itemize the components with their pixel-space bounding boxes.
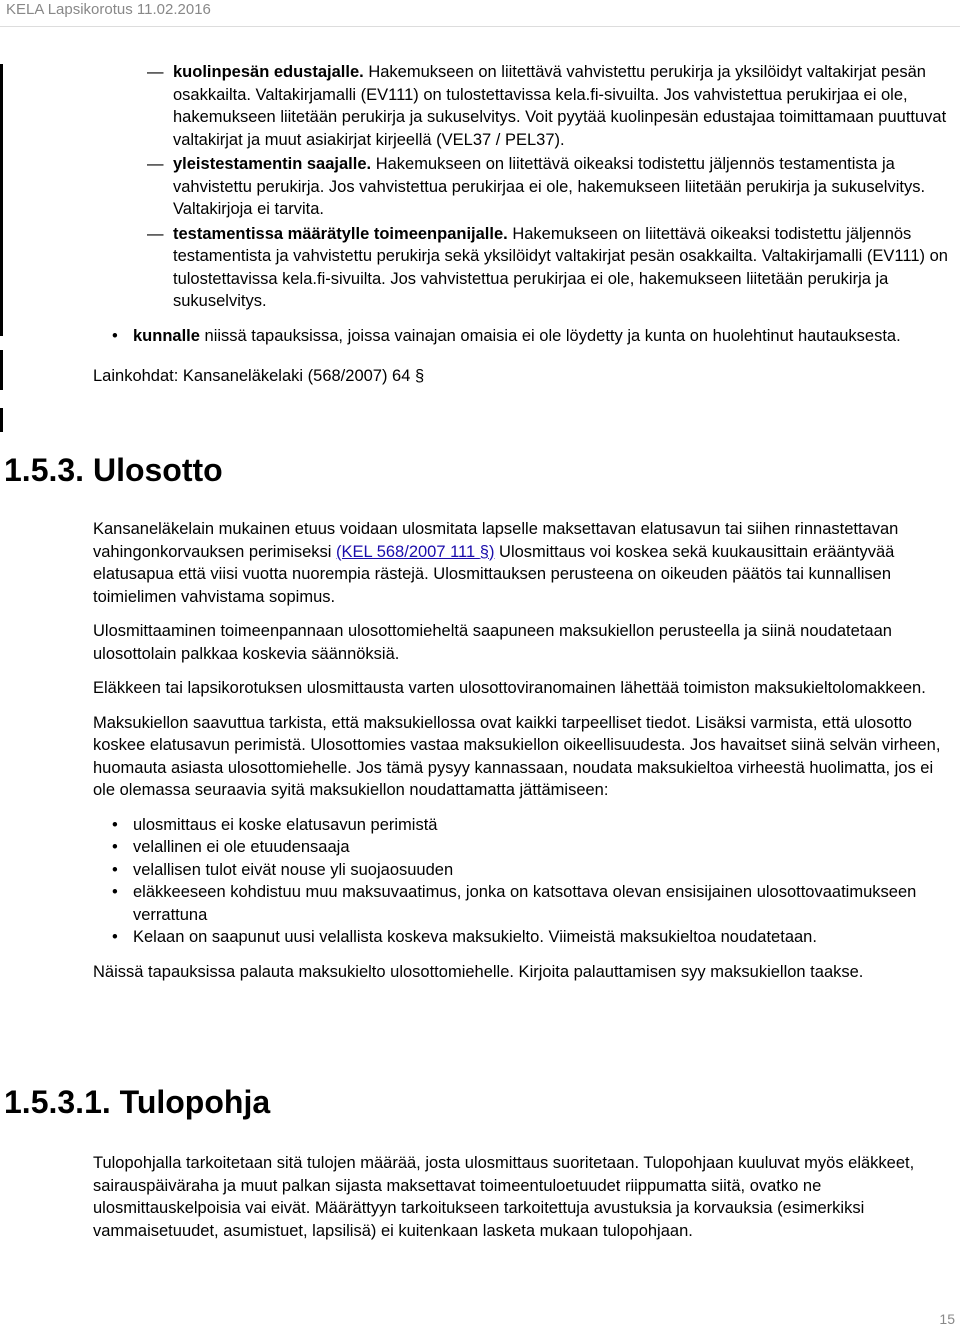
page-header: [0, 0, 960, 27]
list-item: • velallinen ei ole etuudensaaja: [133, 836, 953, 859]
page-number: 15: [939, 1311, 955, 1327]
list-item: — kuolinpesän edustajalle. Hakemukseen on liitettävä vahvistettu perukirja ja yksilöidyt valtakirjat pesän osakkailta. Valtakirjamalli (EV111) on tulostettavissa kela.fi-sivuilta. Jos vahvistettua perukirjaa ei ole, hakemukseen liitetään perukirja ja sukuselvitys. Voit pyytää kuolinpesän edustajaa toimittamaan puuttuvat valtakirjat ja muut asiakirjat kirjeellä (VEL37 / PEL37).: [147, 63, 947, 149]
ulosotto-paragraph-4: Maksukiellon saavuttua tarkista, että maksukiellossa ovat kaikki tarpeelliset tiedot. Lisäksi varmista, että ulosotto koskee elatusavun perimistä. Ulosottomies vastaa maksukiellon oikeellisuudesta. Jos havaitset siinä selvän virheen, huomauta asiasta ulosottomiehelle. Jos tämä pysyy kannassaan, noudata maksukieltoa virheestä huolimatta, jos ei ole olemassa seuraavia syitä maksukiellon noudattamatta jättämiseen:: [93, 713, 941, 799]
bullet-icon: •: [112, 815, 118, 834]
dash-icon: —: [147, 63, 164, 81]
ulosotto-paragraph-5: Näissä tapauksissa palauta maksukielto ulosottomiehelle. Kirjoita palauttamisen syy maksukiellon taakse.: [93, 962, 864, 981]
change-bar: [0, 350, 3, 390]
list-item: — yleistestamentin saajalle. Hakemukseen on liitettävä oikeaksi todistettu jäljennös testamentista ja vahvistettu perukirja. Jos vahvistettua perukirjaa ei ole, hakemukseen liitetään perukirja ja sukuselvitys. Valtakirjoja ei tarvita.: [147, 155, 926, 218]
dash-icon: —: [147, 224, 164, 243]
list-item: • ulosmittaus ei koske elatusavun perimistä: [133, 814, 953, 837]
bullet-icon: •: [112, 883, 118, 901]
heading-tulopohja: 1.5.3.1. Tulopohja: [4, 1084, 271, 1120]
ulosotto-paragraph-1: Kansaneläkelain mukainen etuus voidaan ulosmitata lapselle maksettavan elatusavun tai siihen rinnastettavan vahingonkorvauksen perimiseksi (KEL 568/2007 111 §) Ulosmittaus voi koskea sekä kuukausittain erääntyvää elatusapua että viisi vuotta nuorempia rästejä. Ulosmittauksen perusteena on oikeuden päätös tai kunnallisen toimielimen vahvistama sopimus.: [93, 520, 899, 606]
reasons-list: [93, 814, 953, 949]
header-title: KELA Lapsikorotus 11.02.2016: [6, 1, 211, 18]
list-item: • Kelaan on saapunut uusi velallista koskeva maksukielto. Viimeistä maksukieltoa noudatetaan.: [133, 926, 953, 949]
list-item: • eläkkeeseen kohdistuu muu maksuvaatimus, jonka on katsottava olevan ensisijainen ulosottovaatimukseen verrattuna: [112, 883, 917, 924]
bullet-icon: •: [112, 326, 118, 345]
list-item: • velallisen tulot eivät nouse yli suojaosuuden: [133, 859, 953, 882]
list-item: — testamentissa määrätylle toimeenpanijalle. Hakemukseen on liitettävä oikeaksi todistettu jäljennös testamentista ja vahvistettu perukirja sekä yksilöidyt valtakirjat pesän osakkailta. Valtakirjamalli (EV111) on tulostettavissa kela.fi-sivuilta. Jos vahvistettua perukirjaa ei ole, hakemukseen liitetään perukirja ja sukuselvitys.: [147, 224, 948, 310]
ulosotto-paragraph-2: Ulosmittaaminen toimeenpannaan ulosottomieheltä saapuneen maksukiellon perusteella ja siinä noudatetaan ulosottolain palkkaa koskevia säännöksiä.: [93, 622, 892, 663]
bullet-icon: •: [112, 838, 118, 856]
lainkohdat: Lainkohdat: Kansaneläkelaki (568/2007) 64 §: [93, 367, 425, 385]
tulopohja-section: [93, 1152, 953, 1242]
main-content: [93, 61, 953, 388]
kel-law-link[interactable]: (KEL 568/2007 111 §): [336, 542, 495, 561]
ulosotto-section: [93, 518, 953, 983]
bullet-icon: •: [112, 928, 118, 946]
tulopohja-paragraph: Tulopohjalla tarkoitetaan sitä tulojen määrää, josta ulosmittaus suoritetaan. Tulopohjaan kuuluvat myös eläkkeet, sairauspäiväraha ja muut palkan sijasta maksettavat toimeentuloetuudet riippumatta siitä, ovatko ne ulosmittauskelpoisia vai eivät. Määrättyyn tarkoitukseen tarkoitettuja avustuksia ja korvauksia (esimerkiksi vammaisetuudet, asumistuet, lapsilisä) ei kuitenkaan lasketa mukaan tulopohjaan.: [93, 1154, 915, 1240]
list-item: • kunnalle niissä tapauksissa, joissa vainajan omaisia ei ole löydetty ja kunta on huolehtinut hautauksesta.: [133, 325, 953, 348]
recipient-list: [93, 61, 953, 313]
kunnalle-list: [93, 325, 953, 348]
heading-ulosotto: 1.5.3. Ulosotto: [4, 452, 223, 488]
change-bar: [0, 408, 3, 432]
dash-icon: —: [147, 155, 164, 173]
change-bar: [0, 64, 3, 336]
bullet-icon: •: [112, 860, 118, 879]
section-symbol: §: [414, 367, 425, 385]
ulosotto-paragraph-3: Eläkkeen tai lapsikorotuksen ulosmittausta varten ulosottoviranomainen lähettää toimiston maksukieltolomakkeen.: [93, 679, 926, 697]
